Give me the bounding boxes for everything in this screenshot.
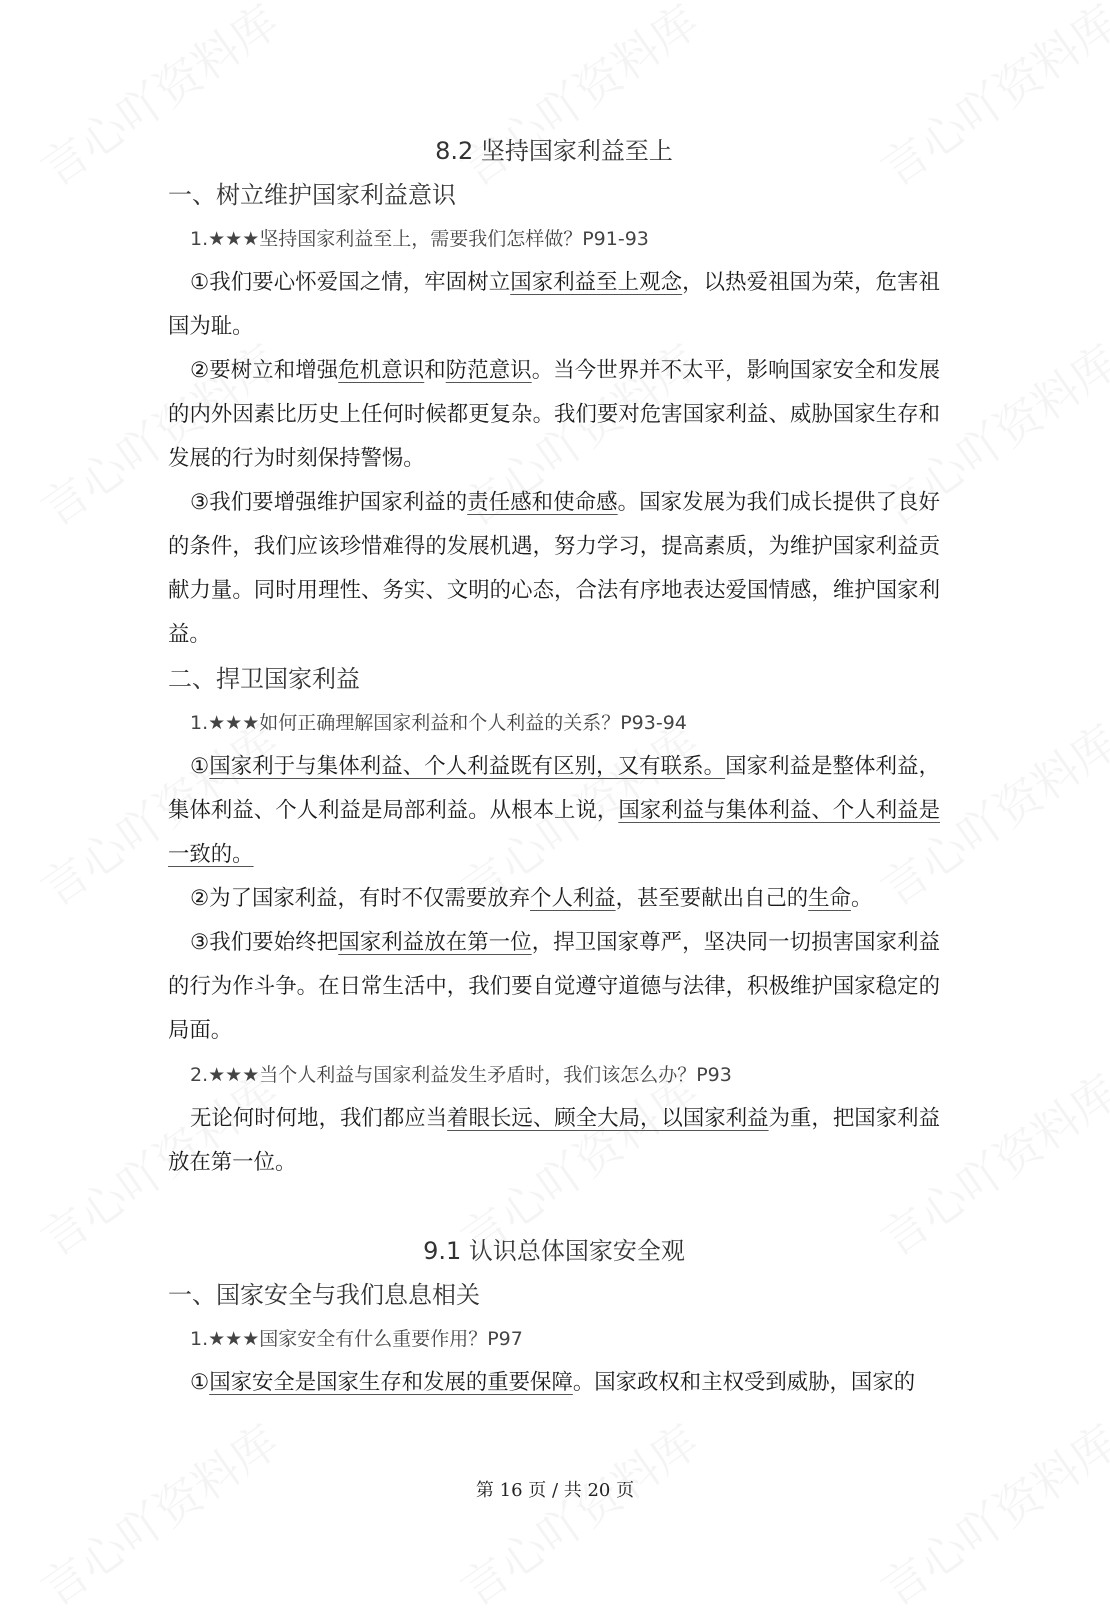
question xyxy=(168,1053,940,1097)
text-run: 1.★★★国家安全有什么重要作用？P97 xyxy=(190,1328,523,1350)
text-run: ②为了国家利益，有时不仅需要放弃 xyxy=(190,886,531,911)
text-run: 。 xyxy=(850,886,873,911)
question xyxy=(168,217,940,261)
text-run: ，捍卫国家尊严，坚决同一切损害国家利益的行为作斗争。在日常生活中，我们要自觉遵守道德与法律，积极维护国家稳定的局面。 xyxy=(168,930,940,1043)
paragraph xyxy=(168,261,940,349)
heading xyxy=(168,1273,940,1317)
section-title xyxy=(168,129,940,173)
text-run: ①我们要心怀爱国之情，牢固树立 xyxy=(190,270,511,295)
text-run: ，甚至要献出自己的 xyxy=(615,886,809,911)
heading xyxy=(168,657,940,701)
text-run: 。当今世界并不太平，影响国家安全和发展的内外因素比历史上任何时候都更复杂。我们要对危害国家利益、威胁国家生存和发展的行为时刻保持警惕。 xyxy=(168,358,940,471)
underlined-keypoint: 生命 xyxy=(808,886,851,911)
text-run: 一、国家安全与我们息息相关 xyxy=(168,1281,480,1309)
section-title xyxy=(168,1229,940,1273)
text-run: 1.★★★坚持国家利益至上，需要我们怎样做？P91-93 xyxy=(190,228,649,250)
underlined-keypoint: 个人利益 xyxy=(530,886,616,911)
question xyxy=(168,1317,940,1361)
underlined-keypoint: 国家利益至上观念 xyxy=(510,270,683,295)
paragraph xyxy=(168,349,940,481)
watermark-text xyxy=(866,1407,1110,1619)
text-run: ②要树立和增强 xyxy=(190,358,339,383)
underlined-keypoint: 国家利于与集体利益、个人利益既有区别，又有联系。 xyxy=(209,754,726,779)
text-run: ③我们要增强维护国家利益的 xyxy=(190,490,468,515)
question xyxy=(168,701,940,745)
document-body xyxy=(168,129,940,1405)
text-run: 。国家发展为我们成长提供了良好的条件，我们应该珍惜难得的发展机遇，努力学习，提高素质，为维护国家利益贡献力量。同时用理性、务实、文明的心态，合法有序地表达爱国情感，维护国家利益。 xyxy=(168,490,940,647)
paragraph xyxy=(168,921,940,1053)
underlined-keypoint: 责任感和使命感 xyxy=(467,490,618,515)
text-run: 8.2 坚持国家利益至上 xyxy=(435,137,673,165)
paragraph xyxy=(168,877,940,921)
underlined-keypoint: 国家安全是国家生存和发展的重要保障 xyxy=(209,1370,573,1395)
text-run: 2.★★★当个人利益与国家利益发生矛盾时，我们该怎么办？P93 xyxy=(190,1064,732,1086)
text-run: 二、捍卫国家利益 xyxy=(168,665,360,693)
text-run: 无论何时何地，我们都应当 xyxy=(190,1106,448,1131)
underlined-keypoint: 防范意识 xyxy=(445,358,532,383)
text-run: 9.1 认识总体国家安全观 xyxy=(423,1237,685,1265)
watermark-text xyxy=(446,1407,710,1619)
text-run: ③我们要始终把 xyxy=(190,930,339,955)
text-run: ，以热爱祖国为荣，危害祖国为耻。 xyxy=(168,270,940,339)
text-run: 。国家政权和主权受到威胁，国家的 xyxy=(572,1370,916,1395)
text-run: 和 xyxy=(424,358,446,383)
underlined-keypoint: 国家利益与集体利益、个人利益是一致的。 xyxy=(168,798,940,867)
page-footer: 第 16 页 / 共 20 页 xyxy=(475,1480,635,1501)
text-run: ① xyxy=(190,754,210,779)
underlined-keypoint: 着眼长远、顾全大局，以国家利益 xyxy=(447,1106,769,1131)
paragraph xyxy=(168,745,940,877)
paragraph xyxy=(168,1097,940,1185)
underlined-keypoint: 危机意识 xyxy=(338,358,425,383)
watermark-text xyxy=(26,1407,290,1619)
heading xyxy=(168,173,940,217)
text-run: 1.★★★如何正确理解国家利益和个人利益的关系？P93-94 xyxy=(190,712,687,734)
text-run: 国家利益是整体利益，集体利益、个人利益是局部利益。从根本上说， xyxy=(168,754,940,823)
text-run: 一、树立维护国家利益意识 xyxy=(168,181,456,209)
paragraph xyxy=(168,1361,940,1405)
text-run: ① xyxy=(190,1370,210,1395)
paragraph xyxy=(168,481,940,657)
underlined-keypoint: 国家利益放在第一位 xyxy=(338,930,532,955)
text-run: 为重，把国家利益放在第一位。 xyxy=(168,1106,940,1175)
